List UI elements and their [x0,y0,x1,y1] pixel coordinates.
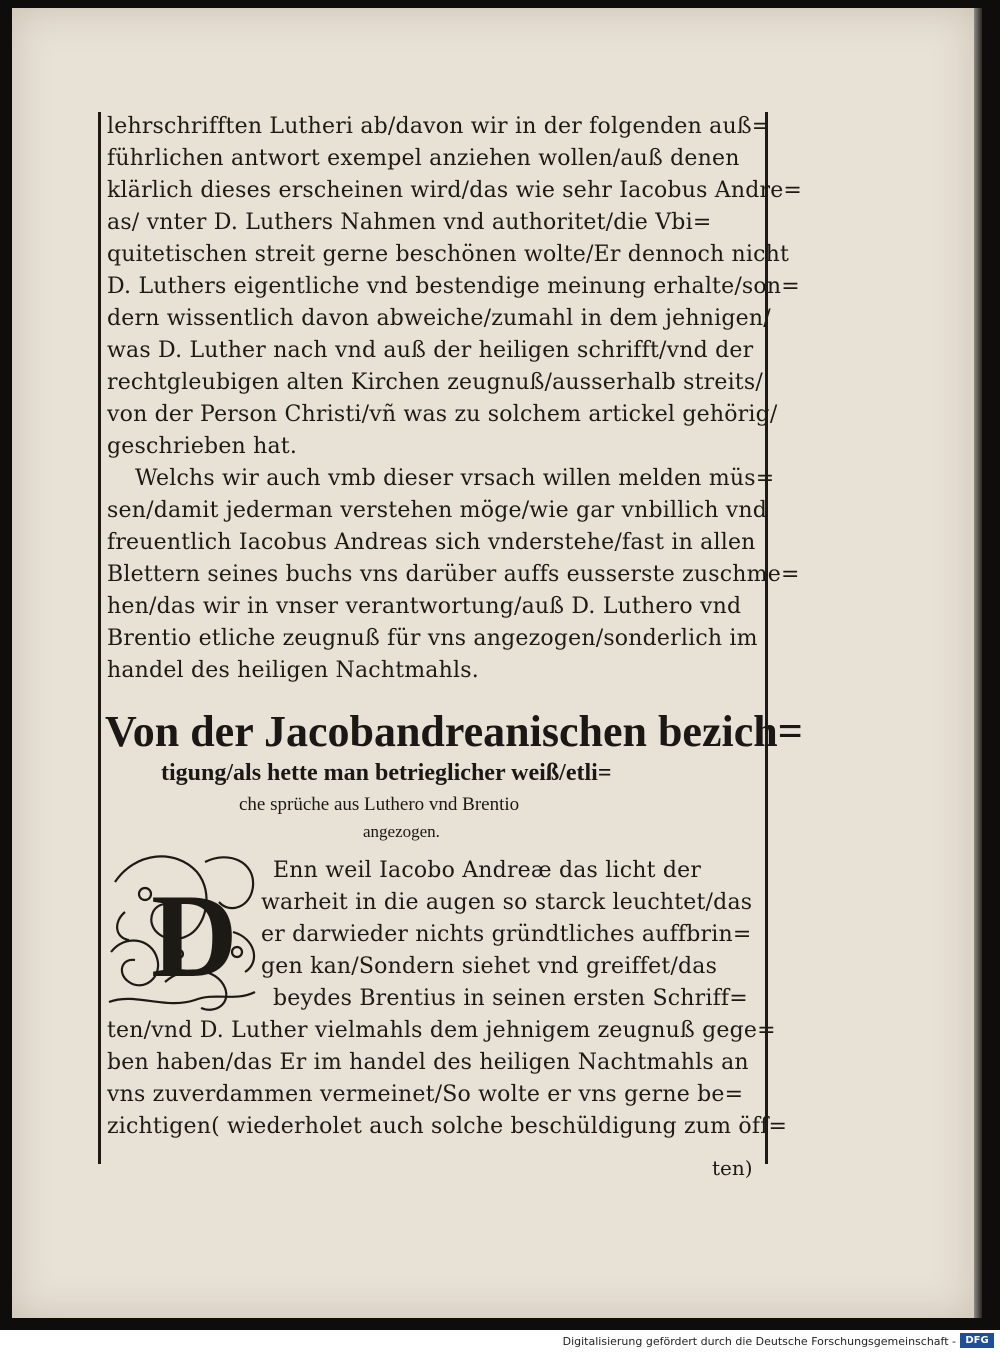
dfg-logo: DFG [960,1333,994,1348]
body-line: sen/damit jederman verstehen möge/wie gar vnbillich vnd [107,498,768,523]
body-line: gen kan/Sondern siehet vnd greiffet/das [261,954,718,979]
body-line: führlichen antwort exempel anziehen wollen/auß denen [107,146,740,171]
section-heading-line: che sprüche aus Luthero vnd Brentio [239,794,520,815]
body-line: as/ vnter D. Luthers Nahmen vnd authoritet/die Vbi= [107,210,712,235]
body-line: Brentio etliche zeugnuß für vns angezogen/sonderlich im [107,626,758,651]
body-line: vns zuverdammen vermeinet/So wolte er vns gerne be= [107,1082,744,1107]
body-line: quitetischen streit gerne beschönen wolte/Er dennoch nicht [107,242,790,267]
section-heading-line: angezogen. [363,822,440,841]
body-line: dern wissentlich davon abweiche/zumahl in dem jehnigen/ [107,306,771,331]
text-block [98,112,803,1164]
section-heading-line: tigung/als hette man betrieglicher weiß/etli= [161,760,612,786]
body-line: er darwieder nichts gründtliches auffbrin= [261,922,752,947]
body-line: Welchs wir auch vmb dieser vrsach willen melden müs= [135,466,775,491]
body-line: Blettern seines buchs vns darüber auffs eusserste zuschme= [107,562,800,587]
ornament-flourish-icon [105,842,267,1022]
body-line: warheit in die augen so starck leuchtet/das [261,890,753,915]
body-line: lehrschrifften Lutheri ab/davon wir in der folgenden auß= [107,114,771,139]
catchword: ten) [712,1156,753,1180]
body-line: ben haben/das Er im handel des heiligen Nachtmahls an [107,1050,749,1075]
initial-letter: D [151,869,238,1002]
body-line: freuentlich Iacobus Andreas sich vnderstehe/fast in allen [107,530,756,555]
body-line: D. Luthers eigentliche vnd bestendige meinung erhalte/son= [107,274,800,299]
body-line: geschrieben hat. [107,434,298,459]
footer-credit: Digitalisierung gefördert durch die Deutsche Forschungsgemeinschaft - [562,1335,956,1348]
page-edge [974,8,982,1318]
body-line: Enn weil Iacobo Andreæ das licht der [273,858,702,883]
section-heading: Von der Jacobandreanischen bezich= [105,707,803,756]
decorated-initial [105,842,267,1022]
body-line: rechtgleubigen alten Kirchen zeugnuß/ausserhalb streits/ [107,370,763,395]
book-page [12,8,974,1318]
body-line: klärlich dieses erscheinen wird/das wie sehr Iacobus Andre= [107,178,803,203]
body-line: handel des heiligen Nachtmahls. [107,658,479,683]
body-line: hen/das wir in vnser verantwortung/auß D. Luthero vnd [107,594,742,619]
body-line: ten/vnd D. Luther vielmahls dem jehnigem zeugnuß gege= [107,1018,776,1043]
body-line: beydes Brentius in seinen ersten Schriff= [273,986,748,1011]
body-line: zichtigen( wiederholet auch solche beschüldigung zum öff= [107,1114,788,1139]
body-line: von der Person Christi/vñ was zu solchem artickel gehörig/ [107,402,778,427]
body-line: was D. Luther nach vnd auß der heiligen schrifft/vnd der [107,338,754,363]
